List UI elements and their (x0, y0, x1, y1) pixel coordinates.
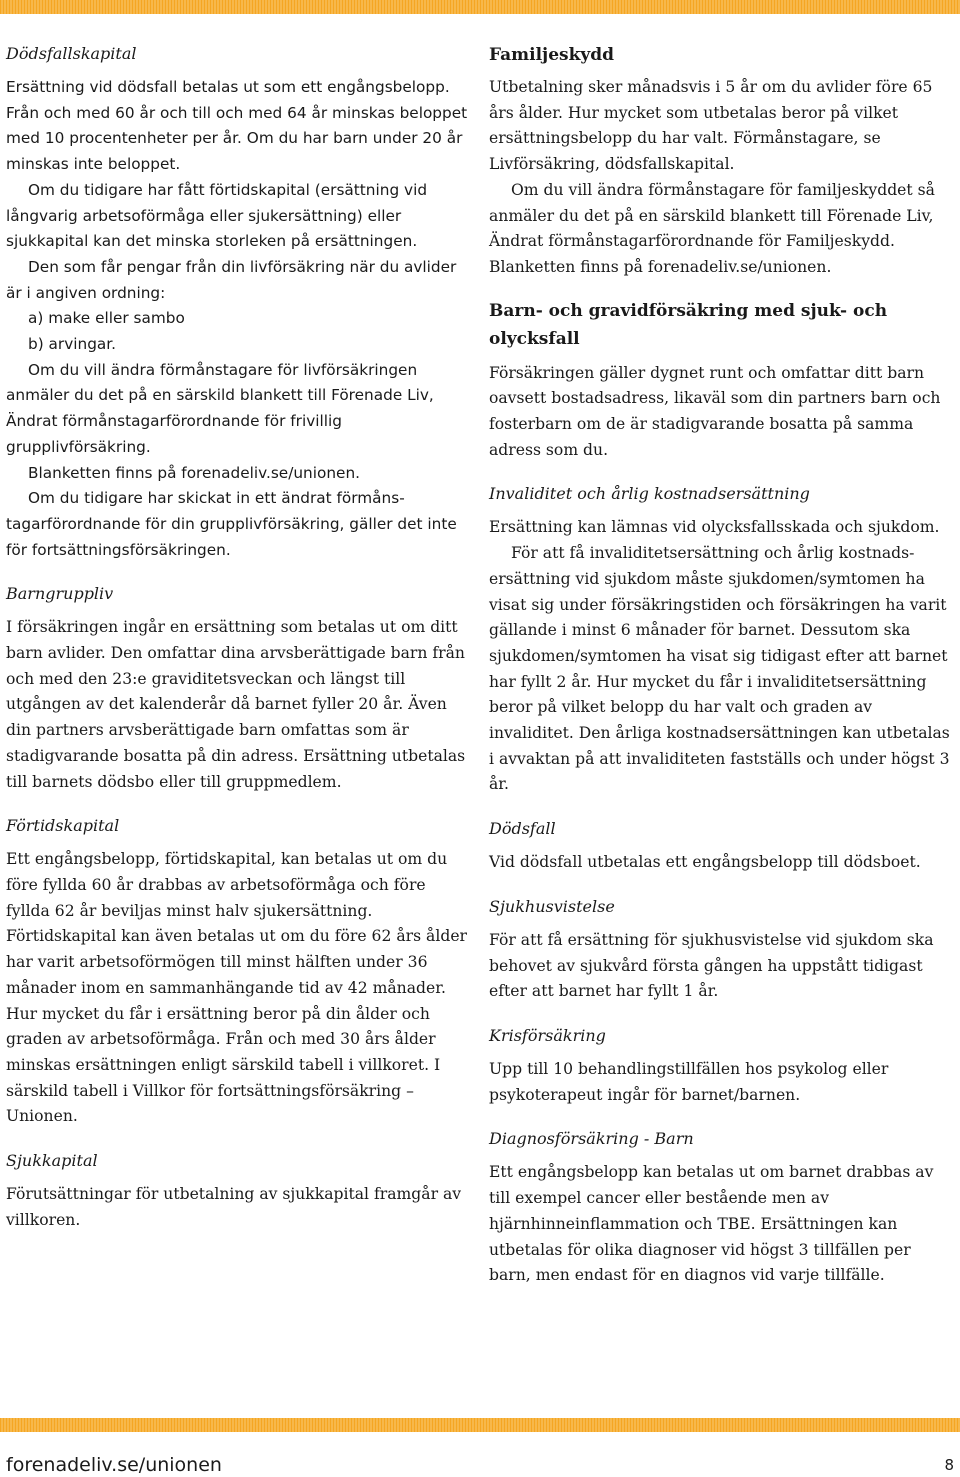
heading-krisforsakring: Krisförsäkring (489, 1025, 606, 1045)
paragraph-barngruppliv: I försäkringen ingår en ersättning som betalas ut om ditt barn avlider. Den omfattar dina arvsberättigade barn från och med den 23:e graviditetsveckan och längst till utgången av det kalenderår då barnet fyller 20 år. Även din partners arvsberättigade barn omfattas som är stadigvarande bosatta på din adress. Ersättning utbetalas till barnets dödsbo eller till gruppmedlem. (6, 618, 466, 791)
paragraph-dodsfall-5: Blanketten finns på forenadeliv.se/unionen. (28, 463, 361, 482)
heading-barn-gravid: Barn- och gravidförsäkring med sjuk- och olycksfall (489, 300, 888, 349)
paragraph-invaliditet-2: För att få invaliditetsersättning och årlig kostnadsersättning vid sjukdom måste sjukdomen/symtomen ha visat sig under försäkringstiden och försäkringen ha varit gällande i minst 6 månader för barnet. Dessutom ska sjukdomen/symtomen ha visat sig tidigast efter att barnet har fyllt 2 år. Hur mycket du får i invaliditetsersättning beror på vilket belopp du har valt och graden av invaliditet. Den årliga kostnadsersättningen kan utbetalas i avvaktan på att invaliditeten fastställs och under högst 3 år. (489, 544, 950, 794)
paragraph-dodsfall: Vid dödsfall utbetalas ett engångsbelopp till dödsboet. (489, 853, 921, 872)
paragraph-familjeskydd-1: Utbetalning sker månadsvis i 5 år om du avlider före 65 års ålder. Hur mycket som utbetalas beror på vilket ersättningsbelopp du har valt. Förmånstagare, se Livförsäkring, dödsfallskapital. (489, 78, 933, 174)
paragraph-dodsfall-3: Den som får pengar från din livförsäkring när du avlider är i angiven ordning: (6, 257, 457, 302)
heading-sjukhusvistelse: Sjukhusvistelse (489, 896, 615, 916)
paragraph-barn-gravid: Försäkringen gäller dygnet runt och omfattar ditt barn oavsett bostadsadress, likaväl som din partners barn och fosterbarn om de är stadigvarande bosatta på samma adress som du. (489, 363, 941, 459)
right-column (489, 0, 954, 1289)
paragraph-invaliditet-1: Ersättning kan lämnas vid olycksfallsskada och sjukdom. (489, 518, 940, 537)
paragraph-dodsfall-1: Ersättning vid dödsfall betalas ut som ett engångsbelopp. Från och med 60 år och till och med 64 år minskas beloppet med 10 procentenheter per år. Om du har barn under 20 år minskas inte beloppet. (6, 78, 468, 174)
page-number: 8 (944, 1456, 954, 1474)
footer-url[interactable]: forenadeliv.se/unionen (6, 1454, 222, 1476)
list-item-b: b) arvingar. (28, 335, 117, 354)
heading-familjeskydd: Familjeskydd (489, 45, 615, 65)
heading-fortidskapital: Förtidskapital (6, 816, 120, 836)
paragraph-fortidskapital: Ett engångsbelopp, förtidskapital, kan betalas ut om du före fyllda 60 år drabbas av arbetsoförmåga och före fyllda 62 år beviljas minst halv sjukersättning. Förtidskapital kan även betalas ut om du före 62 års ålder har varit arbetsoförmögen till minst hälften under 36 månader inom en sammanhängande tid av 42 månader. Hur mycket du får i ersättning beror på din ålder och graden av arbetsoförmåga. Från och med 30 års ålder minskas ersättningen enligt särskild tabell i villkoret. I särskild tabell i Villkor för fortsättningsförsäkring – Unionen. (6, 850, 468, 1126)
left-column (6, 0, 468, 1233)
heading-diagnosforsakring: Diagnosförsäkring - Barn (489, 1129, 694, 1149)
bottom-accent-bar (0, 1418, 960, 1432)
paragraph-dodsfall-4: Om du vill ändra förmånstagare för livförsäkringen anmäler du det på en särskild blankett till Förenade Liv, Ändrat förmånstagarförordnande för frivillig grupplivförsäkring. (6, 360, 434, 456)
heading-barngruppliv: Barngruppliv (6, 584, 114, 604)
heading-dodsfall: Dödsfall (489, 819, 556, 839)
paragraph-sjukhusvistelse: För att få ersättning för sjukhusvistelse vid sjukdom ska behovet av sjukvård första gången ha uppstått tidigast efter att barnet har fyllt 1 år. (489, 930, 934, 1001)
paragraph-krisforsakring: Upp till 10 behandlingstillfällen hos psykolog eller psykoterapeut ingår för barnet/barnen. (489, 1059, 889, 1104)
heading-sjukkapital: Sjukkapital (6, 1151, 98, 1171)
paragraph-dodsfall-2: Om du tidigare har fått förtidskapital (ersättning vid långvarig arbetsoförmåga eller sjukersättning) eller sjukkapital kan det minska storleken på ersättningen. (6, 180, 428, 251)
paragraph-diagnosforsakring: Ett engångsbelopp kan betalas ut om barnet drabbas av till exempel cancer eller bestående men av hjärnhinneinflammation och TBE. Ersättningen kan utbetalas för olika diagnoser vid högst 3 tillfällen per barn, men endast för en diagnos vid varje tillfälle. (489, 1163, 934, 1285)
heading-invaliditet: Invaliditet och årlig kostnadsersättning (489, 484, 810, 504)
paragraph-sjukkapital: Förutsättningar för utbetalning av sjukkapital framgår av villkoren. (6, 1185, 462, 1229)
heading-dodsfallskapital: Dödsfallskapital (6, 44, 137, 63)
paragraph-familjeskydd-2: Om du vill ändra förmånstagare för familjeskyddet så anmäler du det på en särskild blankett till Förenade Liv, Ändrat förmånstagarförordnande för Familjeskydd. Blanketten finns på forenadeliv.se/unionen. (489, 180, 935, 276)
paragraph-dodsfall-6: Om du tidigare har skickat in ett ändrat förmånstagarförordnande för din grupplivförsäkring, gäller det inte för fortsättningsförsäkringen. (6, 489, 457, 559)
list-item-a: a) make eller sambo (28, 309, 185, 328)
